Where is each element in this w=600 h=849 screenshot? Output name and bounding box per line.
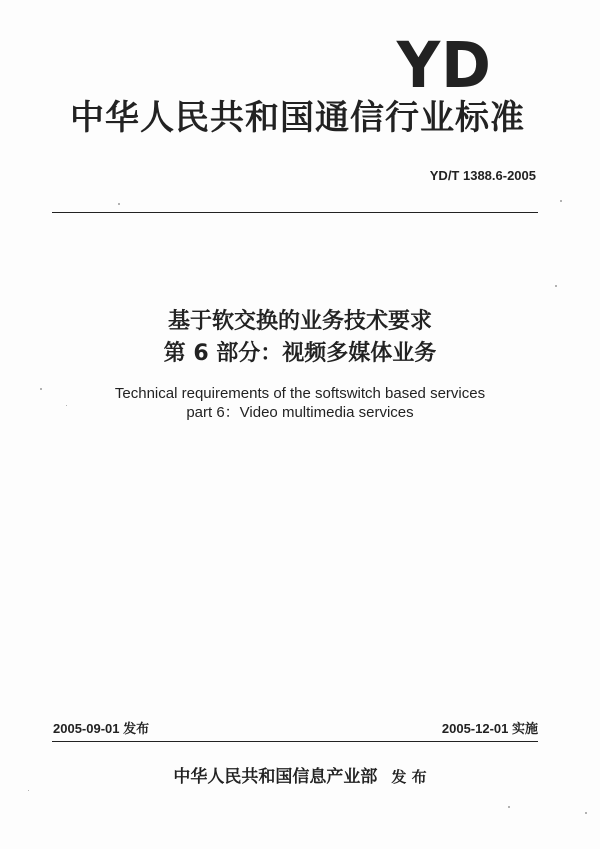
standard-number: YD/T 1388.6-2005 (429, 168, 536, 183)
title-en-line1: Technical requirements of the softswitch based services (114, 385, 486, 402)
bottom-divider (52, 741, 538, 742)
top-divider (52, 212, 538, 213)
scan-speck (118, 203, 120, 205)
title-en-line2: part 6：Video multimedia services (186, 404, 414, 421)
issuer-name: 中华人民共和国信息产业部 (173, 767, 378, 787)
scan-speck (40, 388, 42, 390)
title-cn-line1: 基于软交换的业务技术要求 (167, 309, 432, 334)
issue-date: 2005-09-01 发布 (53, 721, 150, 736)
scan-speck (555, 285, 557, 287)
implementation-date: 2005-12-01 实施 (441, 721, 538, 736)
issuer-line (0, 762, 600, 787)
scan-speck (585, 812, 587, 814)
org-title: 中华人民共和国通信行业标准 (70, 98, 525, 138)
scan-speck (28, 790, 29, 791)
issuer-action: 发 布 (391, 768, 427, 786)
scan-speck (560, 200, 562, 202)
title-cn-line2: 第 6 部分：视频多媒体业务 (163, 341, 437, 366)
scan-speck (66, 405, 67, 406)
scan-speck (508, 806, 510, 808)
yd-logo: YD (396, 29, 492, 103)
